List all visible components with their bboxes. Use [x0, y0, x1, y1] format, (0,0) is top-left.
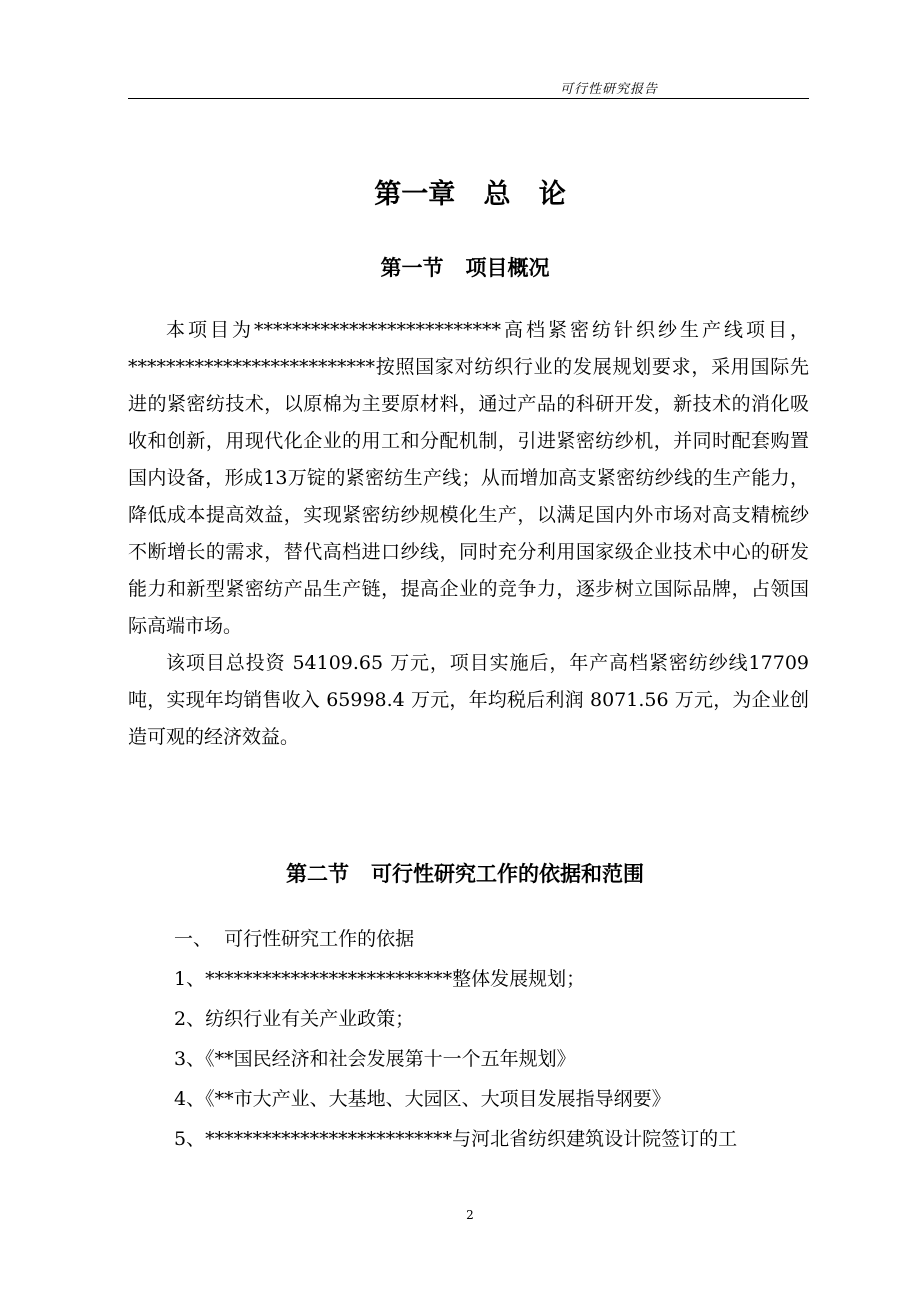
list-item: 4、《**市大产业、大基地、大园区、大项目发展指导纲要》	[174, 1088, 671, 1110]
subheading-basis: 一、 可行性研究工作的依据	[174, 928, 415, 950]
section-title-basis: 第二节 可行性研究工作的依据和范围	[286, 862, 644, 886]
list-item: 3、《**国民经济和社会发展第十一个五年规划》	[174, 1048, 576, 1070]
section-title-overview: 第一节 项目概况	[380, 256, 550, 280]
list-item: 1、**************************整体发展规划；	[174, 968, 586, 990]
header-rule	[128, 98, 809, 99]
page-number: 2	[466, 1208, 474, 1222]
list-item: 5、**************************与河北省纺织建筑设计院签订的工	[174, 1128, 738, 1150]
overview-body	[128, 312, 809, 756]
paragraph-investment-summary: 该项目总投资 54109.65 万元，项目实施后，年产高档紧密纺纱线17709吨，实现年均销售收入 65998.4 万元，年均税后利润 8071.56 万元，为企业创造可观的经济效益。	[128, 652, 809, 748]
paragraph-project-description: 本项目为**************************高档紧密纺针织纱生产线项目，**************************按照国家对纺织行业的发展规划要求，采用国际先进的紧密纺技术，以原棉为主要原材料，通过产品的科研开发，新技术的消化吸收和创新，用现代化企业的用工和分配机制，引进紧密纺纱机，并同时配套购置国内设备，形成13万锭的紧密纺生产线；从而增加高支紧密纺纱线的生产能力，降低成本提高效益，实现紧密纺纱规模化生产，以满足国内外市场对高支精梳纱不断增长的需求，替代高档进口纱线，同时充分利用国家级企业技术中心的研发能力和新型紧密纺产品生产链，提高企业的竞争力，逐步树立国际品牌，占领国际高端市场。	[128, 319, 809, 637]
list-item: 2、纺织行业有关产业政策；	[174, 1008, 415, 1030]
chapter-title: 第一章 总 论	[374, 179, 566, 210]
running-header: 可行性研究报告	[560, 82, 659, 97]
